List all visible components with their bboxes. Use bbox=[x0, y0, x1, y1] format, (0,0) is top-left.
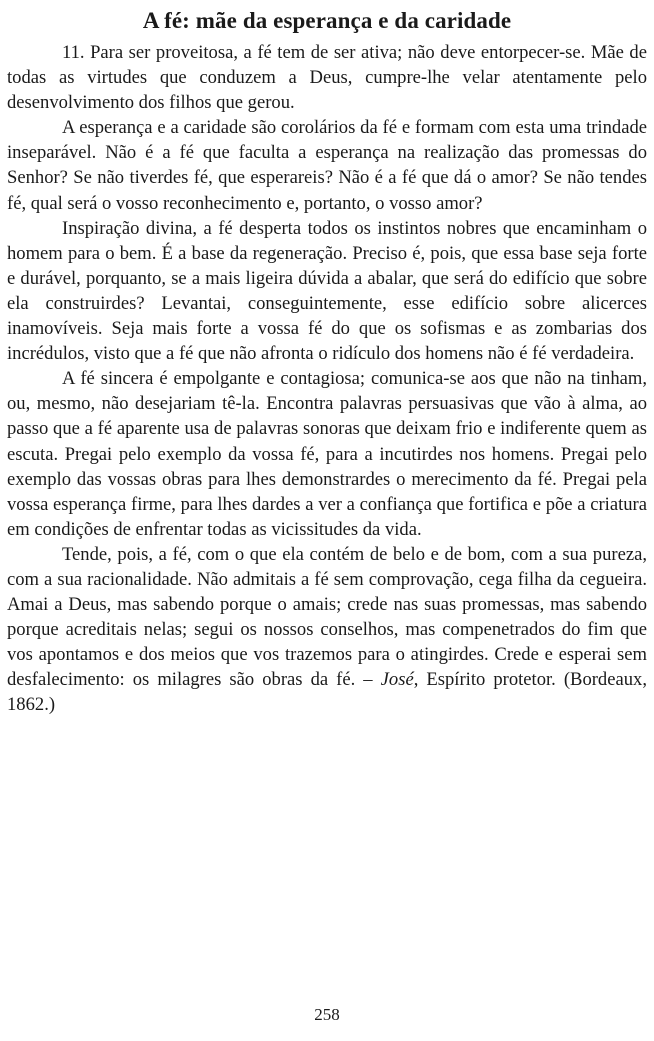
author-name: José bbox=[380, 669, 414, 691]
document-page bbox=[7, 0, 647, 718]
paragraph-1: 11. Para ser proveitosa, a fé tem de ser ativa; não deve entorpecer-se. Mãe de todas as virtudes que conduzem a Deus, cumpre-lhe velar atentamente pelo desenvolvimento dos filhos que gerou. bbox=[7, 42, 647, 114]
paragraph-5 bbox=[7, 542, 647, 718]
paragraph-2: A esperança e a caridade são corolários da fé e formam com esta uma trindade inseparável. Não é a fé que faculta a esperança na realização das promessas do Senhor? Se não tiverdes fé, que esperareis? Não é a fé que dá o amor? Se não tendes fé, qual será o vosso reconhecimento e, portanto, o vosso amor? bbox=[7, 117, 647, 214]
page-number: 258 bbox=[314, 1005, 340, 1024]
paragraph-5-text: Tende, pois, a fé, com o que ela contém de belo e de bom, com a sua pureza, com a sua racionalidade. Não admitais a fé sem comprovação, cega filha da cegueira. Amai a Deus, mas sabendo porque o amais; crede nas suas promessas, mas sabendo porque acreditais nelas; segui os nossos conselhos, mas compenetrados do fim que vos apontamos e dos meios que vos trazemos para o atingirdes. Crede e esperai sem desfalecimento: os milagres são obras da fé. – bbox=[7, 543, 647, 691]
signature-tail: , Espírito protetor. (Bordeaux, 1862.) bbox=[7, 669, 647, 716]
paragraph-4: A fé sincera é empolgante e contagiosa; comunica-se aos que não na tinham, ou, mesmo, não desejariam tê-la. Encontra palavras persuasivas que vão à alma, ao passo que a fé aparente usa de palavras sonoras que deixam frio e indiferente quem as escuta. Pregai pelo exemplo da vossa fé, para a incutirdes nos homens. Pregai pelo exemplo das vossas obras para lhes demonstrardes o merecimento da fé. Pregai pela vossa esperança firme, para lhes dardes a ver a confiança que fortifica e põe a criatura em condições de enfrentar todas as vicissitudes da vida. bbox=[7, 368, 647, 540]
paragraph-3: Inspiração divina, a fé desperta todos os instintos nobres que encaminham o homem para o bem. É a base da regeneração. Preciso é, pois, que essa base seja forte e durável, porquanto, se a mais ligeira dúvida a abalar, que será do edifício que sobre ela construirdes? Levantai, conseguintemente, esse edifício sobre alicerces inamovíveis. Seja mais forte a vossa fé do que os sofismas e as zombarias dos incrédulos, visto que a fé que não afronta o ridículo dos homens não é fé verdadeira. bbox=[7, 217, 647, 365]
page-title: A fé: mãe da esperança e da caridade bbox=[142, 8, 512, 33]
